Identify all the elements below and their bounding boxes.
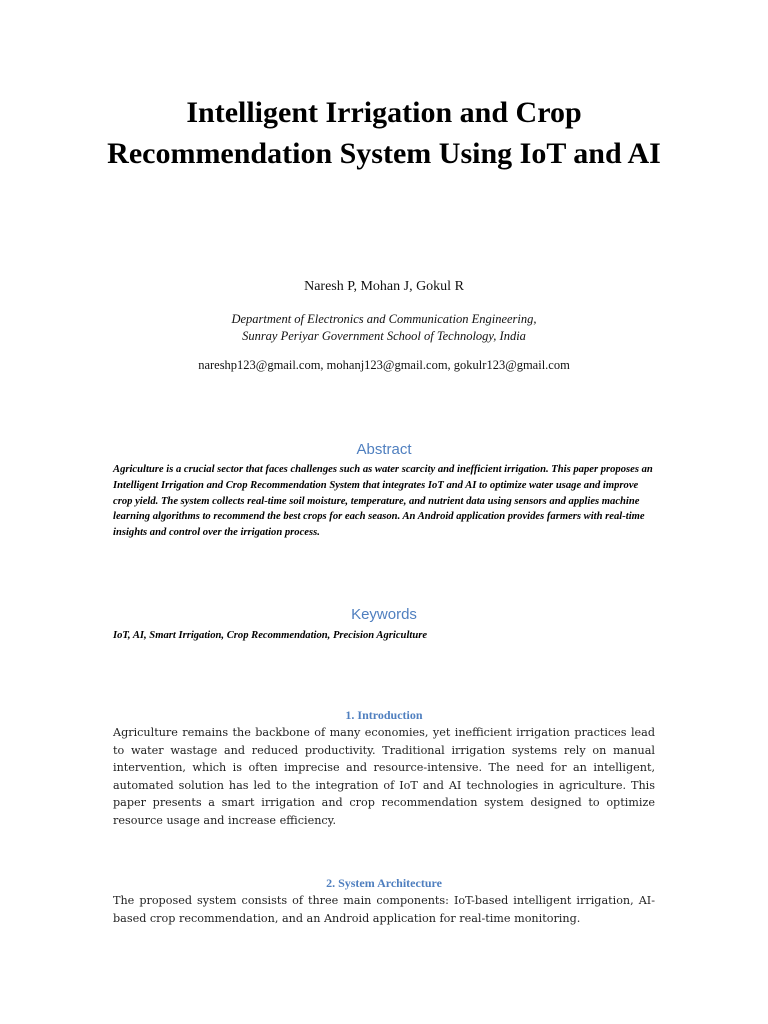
author-list: Naresh P, Mohan J, Gokul R xyxy=(304,279,464,294)
abstract-heading: Abstract xyxy=(356,441,412,458)
keywords-text: IoT, AI, Smart Irrigation, Crop Recommendation, Precision Agriculture xyxy=(113,630,428,641)
paper-title: Intelligent Irrigation and Crop Recommendation System Using IoT and AI xyxy=(107,96,661,170)
system-architecture-text: The proposed system consists of three main components: IoT-based intelligent irrigation, AI-based crop recommendation, and an Android application for real-time monitoring. xyxy=(113,894,655,925)
affiliation-department: Department of Electronics and Communication Engineering, xyxy=(231,312,537,326)
system-architecture-heading: 2. System Architecture xyxy=(326,876,442,890)
introduction-text: Agriculture remains the backbone of many economies, yet inefficient irrigation practices lead to water wastage and reduced productivity. Traditional irrigation systems rely on manual intervention, which is often imprecise and resource-intensive. The need for an intelligent, automated solution has led to the integration of IoT and AI technologies in agriculture. This paper presents a smart irrigation and crop recommendation system designed to optimize resource usage and increase efficiency. xyxy=(113,726,655,827)
keywords-heading: Keywords xyxy=(351,606,417,623)
affiliation xyxy=(0,311,768,345)
affiliation-institution: Sunray Periyar Government School of Technology, India xyxy=(242,329,526,343)
abstract-text: Agriculture is a crucial sector that faces challenges such as water scarcity and inefficient irrigation. This paper proposes an Intelligent Irrigation and Crop Recommendation System that integrates IoT and AI to optimize water usage and improve crop yield. The system collects real-time soil moisture, temperature, and nutrient data using sensors and applies machine learning algorithms to recommend the best crops for each season. An Android application provides farmers with real-time insights and control over the irrigation process. xyxy=(113,464,653,539)
author-emails: nareshp123@gmail.com, mohanj123@gmail.com, gokulr123@gmail.com xyxy=(198,358,570,372)
introduction-heading: 1. Introduction xyxy=(345,708,423,722)
